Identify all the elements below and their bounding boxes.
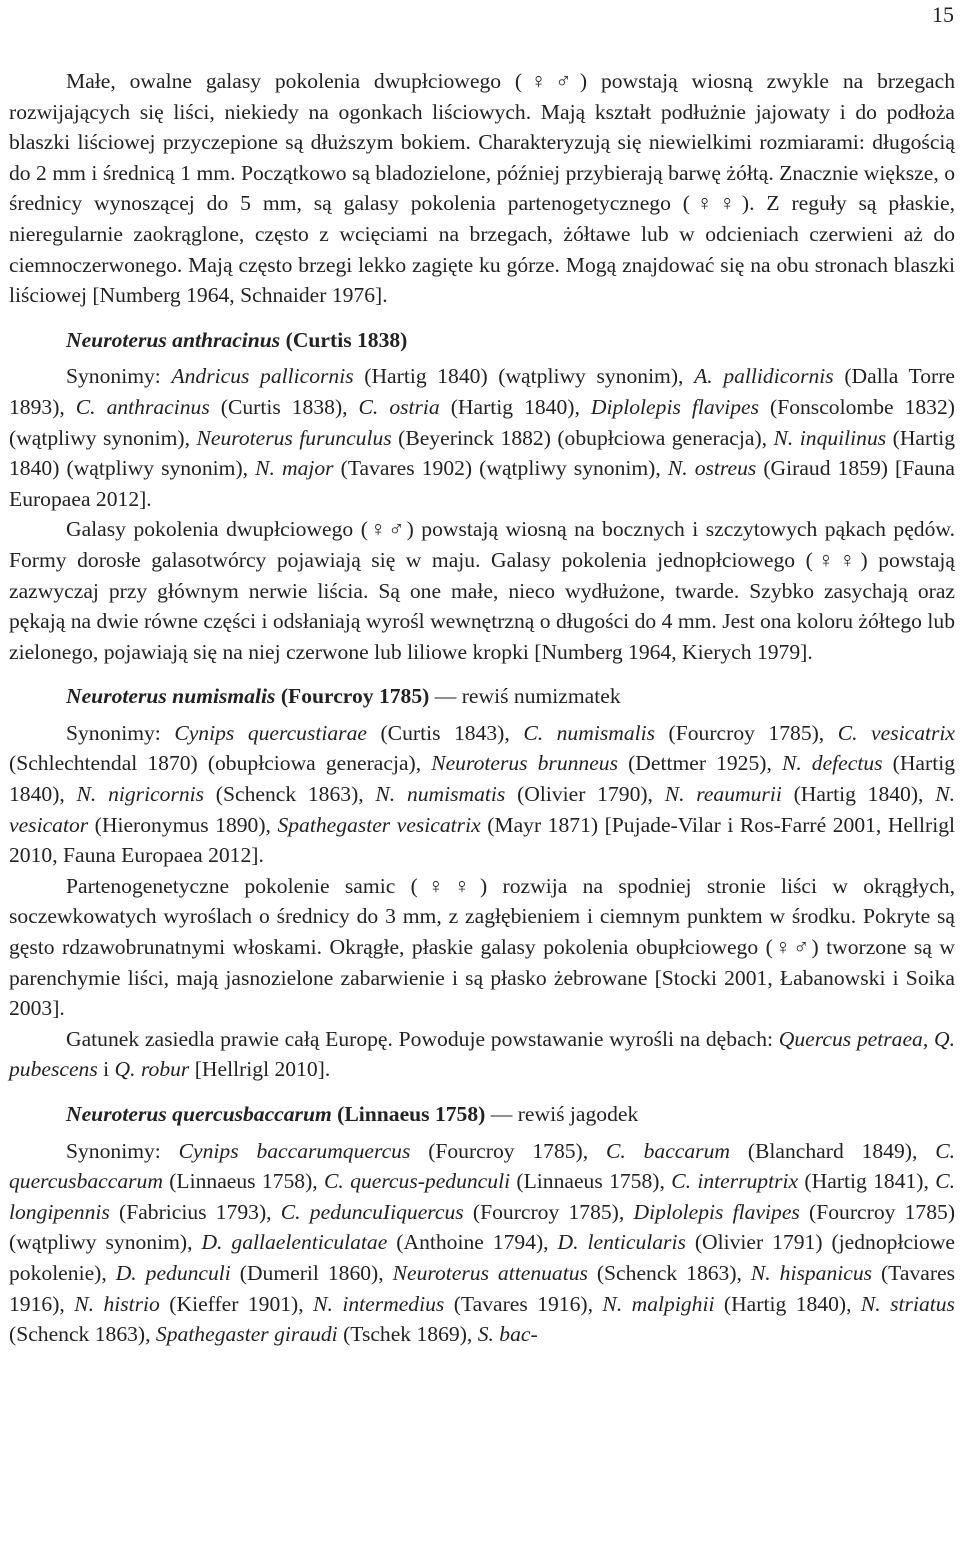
text-run: (Hartig 1840), bbox=[714, 1291, 861, 1316]
taxon-name: Neuroterus attenuatus bbox=[392, 1260, 588, 1285]
text-run: (Hieronymus 1890), bbox=[88, 812, 278, 837]
text-run: Galasy pokolenia dwupłciowego (♀♂) powstają wiosną na bocznych i szczytowych pąkach pędów. Formy dorosłe galasotwórcy pojawiają się w maju. Galasy pokolenia jednopłciowego (♀♀) powstają zazwyczaj przy głównym nerwie liścia. Są one małe, nieco wydłużone, twarde. Szybko zasychają oraz pękają na dwie równe części i odsłaniają wyrośl wewnętrzną o długości do 4 mm. Jest ona koloru żółtego lub zielonego, pojawiają się na niej czerwone lub liliowe kropki [Numberg 1964, Kierych 1979]. bbox=[9, 517, 955, 664]
taxon-name: Andricus pallicornis bbox=[171, 364, 354, 389]
taxon-name: Diplolepis flavipes bbox=[633, 1199, 800, 1224]
text-run: (Kieffer 1901), bbox=[159, 1291, 314, 1316]
species-name: Neuroterus anthracinus bbox=[66, 327, 281, 352]
description-paragraph bbox=[9, 1024, 955, 1085]
page-number: 15 bbox=[932, 2, 954, 27]
taxon-name: C. interruptrix bbox=[671, 1169, 799, 1194]
description-paragraph bbox=[9, 514, 955, 667]
species-heading bbox=[9, 681, 955, 712]
text-run: (Schenck 1863), bbox=[204, 782, 376, 807]
text-run: Synonimy: bbox=[66, 364, 172, 389]
text-run: Synonimy: bbox=[66, 720, 175, 745]
taxon-name: N. defectus bbox=[781, 751, 883, 776]
taxon-name: Spathegaster giraudi bbox=[155, 1322, 338, 1347]
text-run: (Fourcroy 1785), bbox=[410, 1138, 606, 1163]
text-run: (Curtis 1838), bbox=[209, 394, 359, 419]
text-run: (Fourcroy 1785), bbox=[655, 720, 838, 745]
taxon-name: N. hispanicus bbox=[750, 1260, 873, 1285]
page-content bbox=[9, 66, 955, 1350]
text-run: (Blanchard 1849), bbox=[729, 1138, 936, 1163]
text-run: (Dumeril 1860), bbox=[230, 1260, 393, 1285]
text-run: (Hartig 1840) (wątpliwy synonim), bbox=[353, 364, 695, 389]
taxon-name: N. malpighii bbox=[602, 1291, 715, 1316]
text-run: (Mayr 1871) [Pujade-Vilar i Ros-Farré 2001, Hellrigl 2010, Fauna Europaea 2012]. bbox=[9, 812, 955, 868]
taxon-name: C. longipennis bbox=[9, 1169, 956, 1224]
taxon-name: N. reaumurii bbox=[664, 782, 782, 807]
synonyms-paragraph bbox=[9, 718, 955, 871]
text-run: (Linnaeus 1758), bbox=[510, 1169, 672, 1194]
species-author: (Curtis 1838) bbox=[285, 327, 408, 352]
text-run: (Tavares 1902) (wątpliwy synonim), bbox=[333, 456, 668, 481]
taxon-name: Diplolepis flavipes bbox=[590, 394, 760, 419]
taxon-name: C. quercusbaccarum bbox=[9, 1138, 955, 1194]
text-run: (Hartig 1840) (wątpliwy synonim), bbox=[9, 425, 955, 481]
species-author: (Linnaeus 1758) bbox=[337, 1102, 486, 1126]
text-run: Gatunek zasiedla prawie całą Europę. Powoduje powstawanie wyrośli na dębach: bbox=[66, 1026, 779, 1051]
taxon-name: D. pedunculi bbox=[115, 1260, 231, 1285]
description-paragraph bbox=[9, 871, 955, 1024]
taxon-name: N. histrio bbox=[74, 1291, 160, 1316]
text-run: (Fabricius 1793), bbox=[109, 1199, 281, 1224]
text-run: (Fourcroy 1785) (wątpliwy synonim), bbox=[9, 1199, 956, 1255]
text-run: (Giraud 1859) [Fauna Europaea 2012]. bbox=[9, 456, 955, 511]
text-run: (Dalla Torre 1893), bbox=[9, 364, 955, 419]
text-run: (Olivier 1791) (jednopłciowe pokolenie), bbox=[9, 1230, 956, 1285]
text-run: (Tschek 1869), bbox=[337, 1322, 478, 1347]
taxon-name: N. intermedius bbox=[313, 1291, 445, 1316]
text-run: (Hartig 1840), bbox=[781, 782, 936, 807]
taxon-name: C. ostria bbox=[358, 394, 440, 419]
text-run: (Fonscolombe 1832) (wątpliwy synonim), bbox=[9, 394, 955, 450]
taxon-name: C. anthracinus bbox=[75, 394, 210, 419]
taxon-name: S. bac- bbox=[477, 1322, 538, 1347]
taxon-name: N. ostreus bbox=[667, 456, 757, 481]
text-run: (Schenck 1863), bbox=[9, 1322, 156, 1347]
text-run: (Tavares 1916), bbox=[9, 1260, 956, 1316]
taxon-name: N. vesicator bbox=[9, 782, 955, 837]
taxon-name: D. lenticularis bbox=[557, 1230, 686, 1255]
taxon-name: D. gallaelenticulatae bbox=[201, 1230, 388, 1255]
species-heading bbox=[9, 1099, 955, 1130]
taxon-name: Cynips baccarumquercus bbox=[178, 1138, 411, 1163]
text-run: (Dettmer 1925), bbox=[618, 751, 782, 776]
taxon-name: N. nigricornis bbox=[76, 782, 205, 807]
taxon-name: Q. robur bbox=[114, 1057, 190, 1082]
text-run: Synonimy: bbox=[66, 1138, 179, 1163]
taxon-name: C. vesicatrix bbox=[837, 720, 955, 745]
text-run: (Fourcroy 1785), bbox=[463, 1199, 634, 1224]
common-name: — rewiś jagodek bbox=[485, 1102, 639, 1126]
text-run: (Beyerinck 1882) (obupłciowa generacja), bbox=[391, 425, 774, 450]
text-run: (Tavares 1916), bbox=[444, 1291, 603, 1316]
taxon-name: Neuroterus brunneus bbox=[431, 751, 619, 776]
species-heading bbox=[9, 325, 955, 356]
taxon-name: C. peduncuIiquercus bbox=[280, 1199, 464, 1224]
text-run: (Hartig 1840), bbox=[439, 394, 591, 419]
text-run: Partenogenetyczne pokolenie samic (♀♀) rozwija na spodniej stronie liści w okrągłych, soczewkowatych wyroślach o średnicy do 3 mm, z zagłębieniem i ciemnym punktem w środku. Pokryte są gęsto rdzawobrunatnymi włoskami. Okrągłe, płaskie galasy pokolenia obupłciowego (♀♂) tworzone są w parenchymie liści, mają jasnozielone zabarwienie i są płasko żebrowane [Stocki 2001, Łabanowski i Soika 2003]. bbox=[9, 873, 955, 1021]
text-run: (Hartig 1840), bbox=[9, 751, 955, 807]
taxon-name: Quercus petraea bbox=[778, 1026, 923, 1051]
taxon-name: C. numismalis bbox=[523, 720, 656, 745]
taxon-name: N. major bbox=[255, 456, 334, 481]
text-run: (Hartig 1841), bbox=[798, 1169, 936, 1194]
taxon-name: A. pallidicornis bbox=[694, 364, 834, 389]
text-run: (Schlechtendal 1870) (obupłciowa generacja), bbox=[9, 751, 432, 776]
text-run: (Olivier 1790), bbox=[505, 782, 665, 807]
taxon-name: C. baccarum bbox=[605, 1138, 730, 1163]
intro-paragraph: Małe, owalne galasy pokolenia dwupłciowego (♀♂) powstają wiosną zwykle na brzegach rozwijających się liści, niekiedy na ogonkach liściowych. Mają kształt podłużnie jajowaty i do podłoża blaszki liściowej przyczepione są dłuższym bokiem. Charakteryzują się niewielkimi rozmiarami: długością do 2 mm i średnicą 1 mm. Początkowo są bladozielone, później przybierają barwę żółtą. Znacznie większe, o średnicy wynoszącej do 5 mm, są galasy pokolenia partenogetycznego (♀♀). Z reguły są płaskie, nieregularnie zaokrąglone, często z wcięciami na brzegach, żółtawe lub w odcieniach czerwieni aż do ciemnoczerwonego. Mają często brzegi lekko zagięte ku górze. Mogą znajdować się na obu stronach blaszki liściowej [Numberg 1964, Schnaider 1976]. bbox=[9, 69, 955, 308]
text-run: (Curtis 1843), bbox=[366, 720, 524, 745]
taxon-name: N. numismatis bbox=[375, 782, 506, 807]
species-name: Neuroterus numismalis bbox=[66, 684, 276, 709]
taxon-name: Q. pubescens bbox=[9, 1026, 955, 1082]
text-run: (Linnaeus 1758), bbox=[162, 1169, 325, 1194]
species-name: Neuroterus quercusbaccarum bbox=[66, 1102, 332, 1126]
common-name: — rewiś numizmatek bbox=[429, 684, 621, 709]
synonyms-paragraph bbox=[9, 1136, 955, 1350]
taxon-name: Neuroterus furunculus bbox=[196, 425, 392, 450]
text-run: [Hellrigl 2010]. bbox=[189, 1057, 331, 1082]
taxon-name: C. quercus-pedunculi bbox=[324, 1169, 511, 1194]
text-run: (Anthoine 1794), bbox=[387, 1230, 558, 1255]
taxon-name: N. inquilinus bbox=[773, 425, 887, 450]
synonyms-paragraph bbox=[9, 361, 955, 514]
text-run: i bbox=[97, 1057, 115, 1082]
text-run: , bbox=[922, 1026, 934, 1051]
taxon-name: N. striatus bbox=[860, 1291, 955, 1316]
taxon-name: Spathegaster vesicatrix bbox=[277, 812, 481, 837]
taxon-name: Cynips quercustiarae bbox=[174, 720, 367, 745]
species-author: (Fourcroy 1785) bbox=[280, 684, 430, 709]
text-run: (Schenck 1863), bbox=[587, 1260, 751, 1285]
